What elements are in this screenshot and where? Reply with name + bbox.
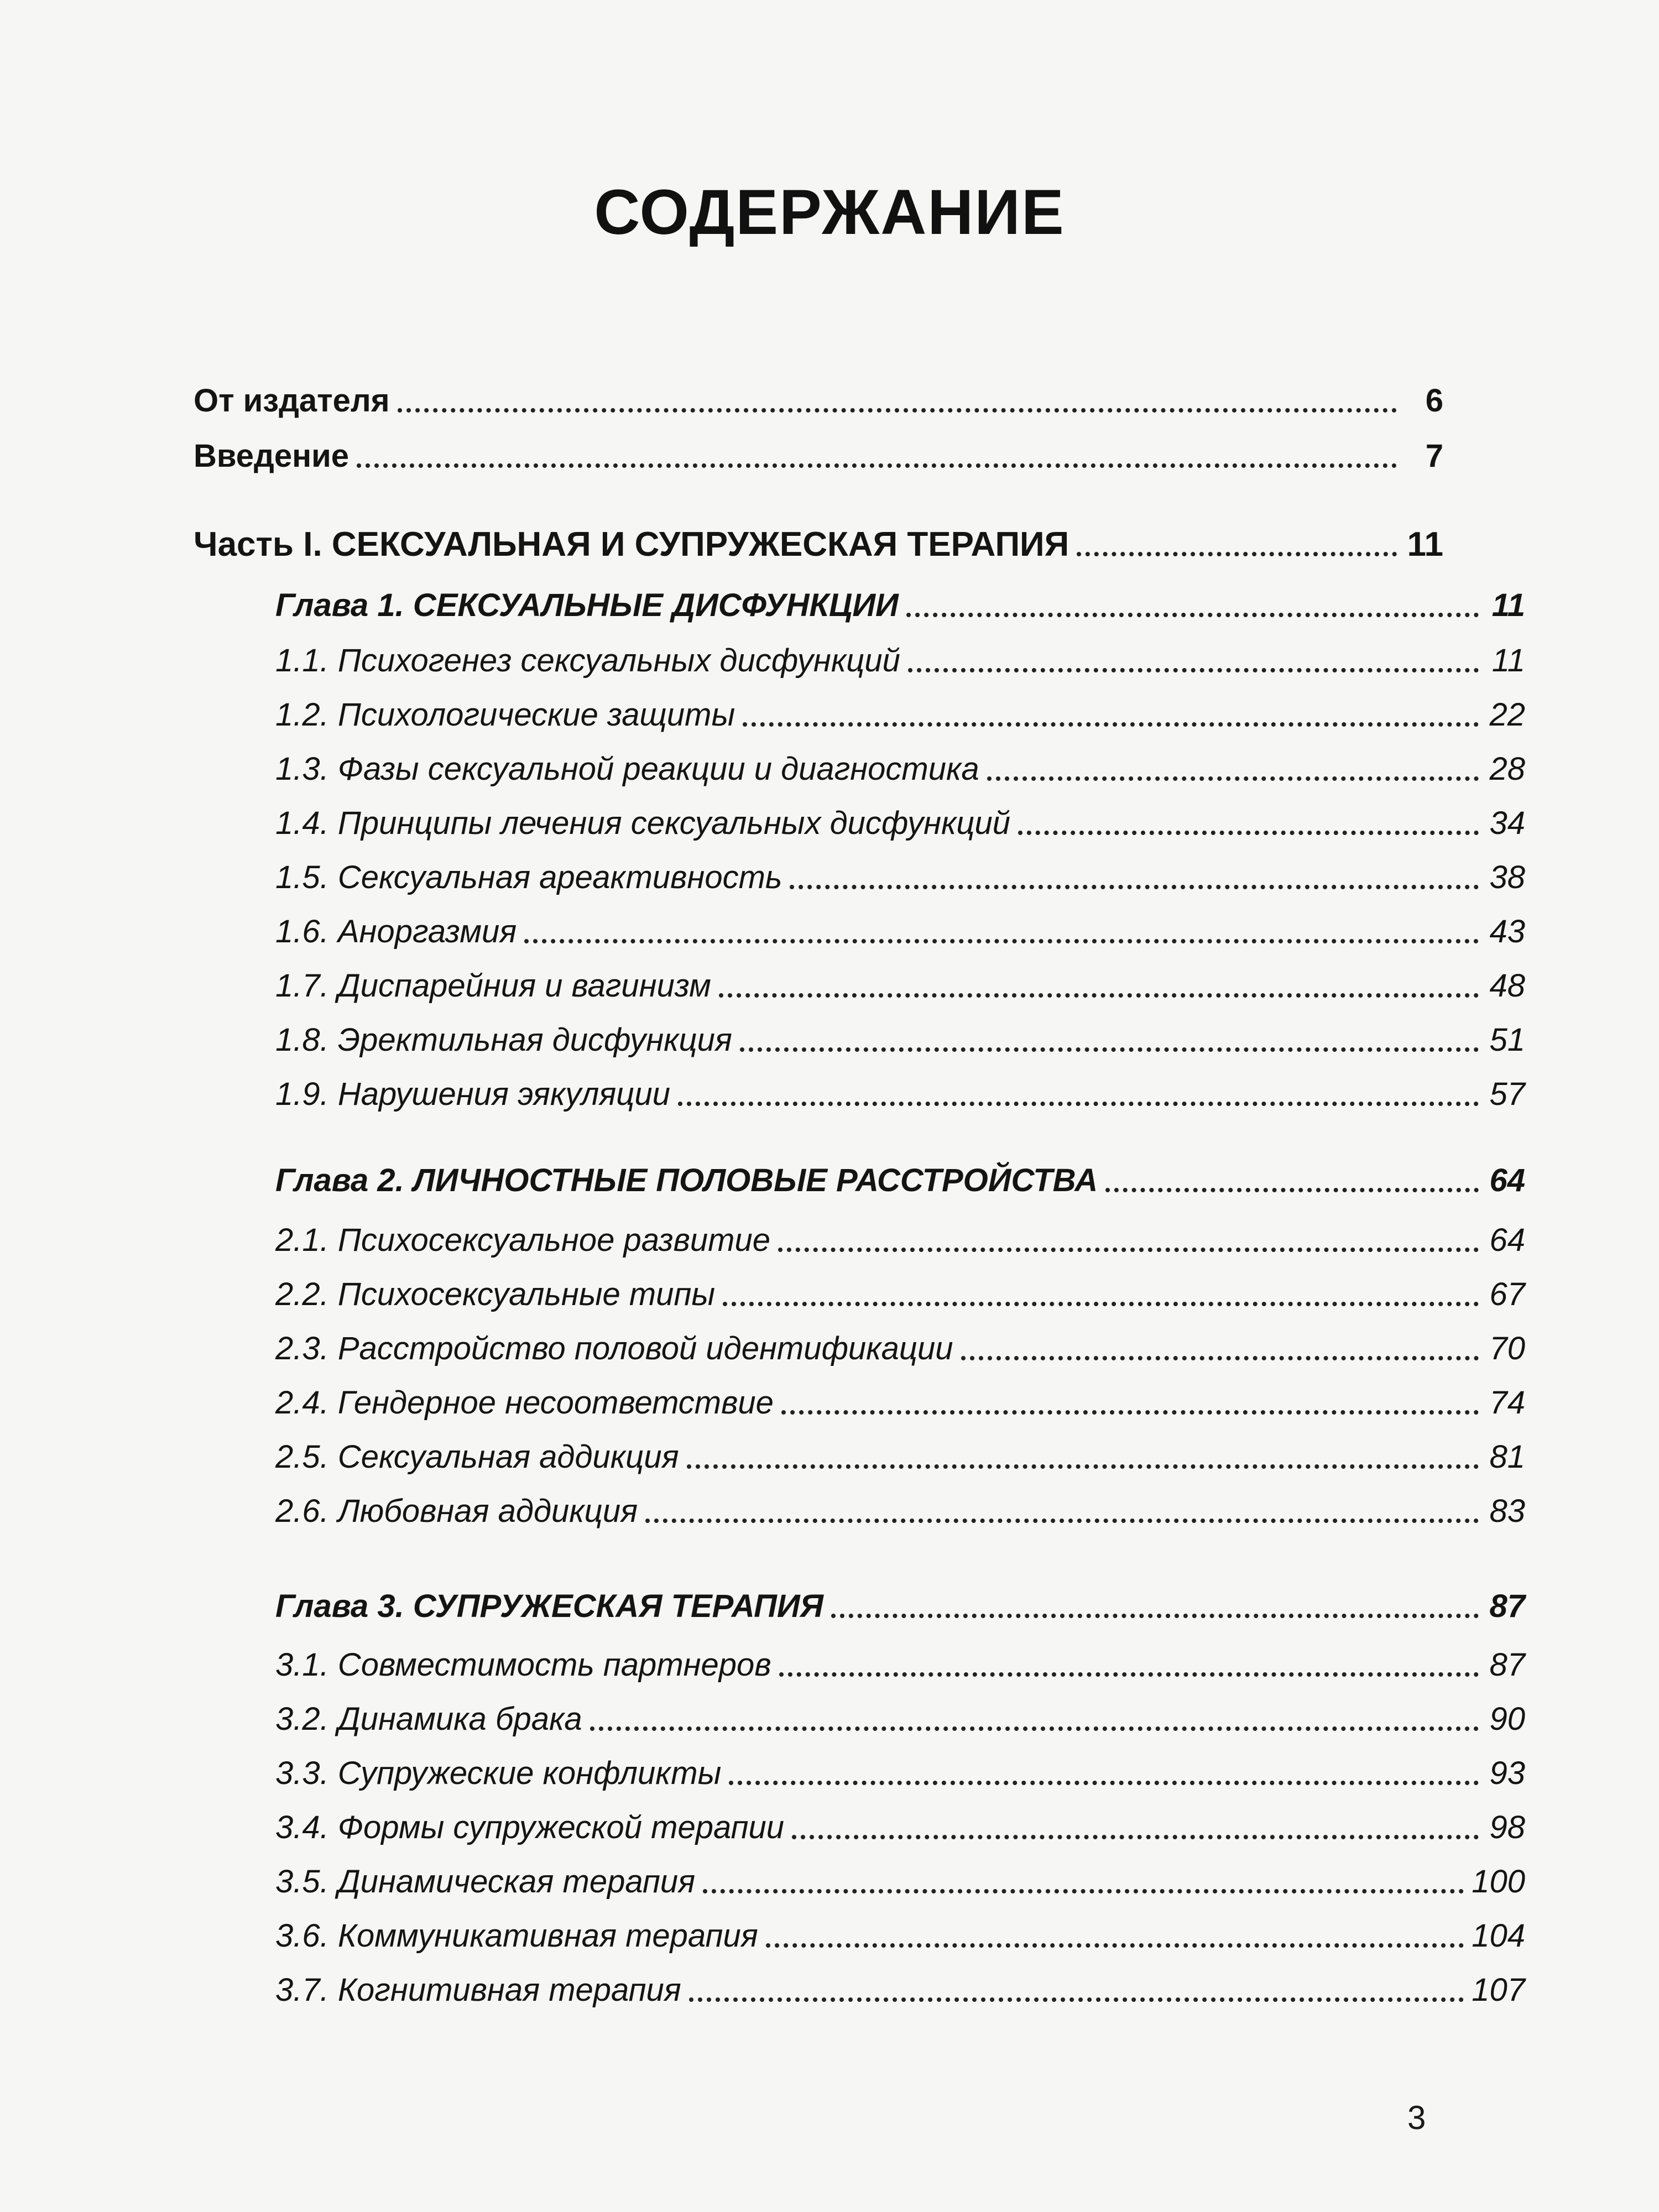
toc-entry-page: 67 — [1489, 1276, 1525, 1312]
toc-entry-label: 3.7. Когнитивная терапия — [275, 1972, 681, 2008]
leader-dots — [719, 993, 1479, 998]
toc-entry-page: 11 — [1407, 525, 1443, 564]
toc-section — [194, 1221, 1525, 1260]
toc-chapter — [194, 586, 1525, 625]
toc-entry-page: 51 — [1489, 1022, 1525, 1058]
toc-entry — [194, 382, 1443, 420]
toc-section — [194, 967, 1525, 1005]
toc-entry-page: 98 — [1489, 1809, 1525, 1845]
leader-dots — [678, 1102, 1479, 1106]
toc-entry-label: 1.5. Сексуальная ареактивность — [275, 859, 782, 895]
toc-entry-label: Глава 1. СЕКСУАЛЬНЫЕ ДИСФУНКЦИИ — [275, 587, 899, 623]
leader-dots — [781, 1410, 1479, 1415]
toc-entry-label: 3.6. Коммуникативная терапия — [275, 1918, 758, 1954]
leader-dots — [906, 613, 1479, 617]
leader-dots — [689, 1997, 1464, 2002]
toc-entry-page: 64 — [1489, 1222, 1525, 1258]
toc-entry-page: 38 — [1489, 859, 1525, 895]
leader-dots — [645, 1519, 1479, 1523]
toc-chapter — [194, 1161, 1525, 1200]
toc-entry-label: 1.1. Психогенез сексуальных дисфункций — [275, 643, 900, 679]
toc-entry-label: 3.3. Супружеские конфликты — [275, 1755, 722, 1791]
page-number: 3 — [1407, 2099, 1426, 2136]
toc-section — [194, 804, 1525, 843]
toc-section — [194, 1438, 1525, 1477]
page-title: СОДЕРЖАНИЕ — [594, 177, 1065, 248]
toc-entry-label: 1.2. Психологические защиты — [275, 697, 735, 733]
toc-entry-page: 34 — [1489, 805, 1525, 841]
toc-section — [194, 1646, 1525, 1684]
toc-section — [194, 1700, 1525, 1739]
toc-entry-page: 48 — [1489, 968, 1525, 1004]
leader-dots — [590, 1726, 1479, 1731]
toc-section — [194, 696, 1525, 734]
toc-entry-label: Введение — [194, 438, 349, 474]
toc-entry-label: Глава 2. ЛИЧНОСТНЫЕ ПОЛОВЫЕ РАССТРОЙСТВА — [275, 1162, 1098, 1198]
toc-entry-page: 100 — [1472, 1864, 1525, 1900]
toc-entry — [194, 437, 1443, 476]
toc-entry-label: 2.5. Сексуальная аддикция — [275, 1439, 679, 1475]
leader-dots — [961, 1356, 1479, 1360]
toc-entry-page: 43 — [1489, 914, 1525, 950]
toc-section — [194, 1492, 1525, 1531]
toc-section — [194, 1917, 1525, 1955]
toc-entry-label: 2.2. Психосексуальные типы — [275, 1276, 716, 1312]
toc-entry-label: Глава 3. СУПРУЖЕСКАЯ ТЕРАПИЯ — [275, 1588, 823, 1624]
leader-dots — [779, 1672, 1479, 1677]
leader-dots — [398, 408, 1397, 413]
leader-dots — [743, 722, 1479, 727]
toc-entry-label: 3.1. Совместимость партнеров — [275, 1647, 771, 1683]
leader-dots — [987, 776, 1479, 781]
toc-section — [194, 1863, 1525, 1901]
toc-entry-page: 107 — [1472, 1972, 1525, 2008]
toc-entry-label: 3.4. Формы супружеской терапии — [275, 1809, 785, 1845]
toc-entry-page: 90 — [1489, 1701, 1525, 1737]
toc-entry-label: От издателя — [194, 383, 390, 419]
leader-dots — [740, 1047, 1479, 1052]
toc-entry-label: 1.6. Аноргазмия — [275, 914, 517, 950]
toc-chapter — [194, 1587, 1525, 1626]
leader-dots — [524, 939, 1479, 943]
toc-section — [194, 1971, 1525, 2010]
toc-section — [194, 1808, 1525, 1847]
leader-dots — [729, 1781, 1479, 1785]
toc-entry-page: 83 — [1489, 1493, 1525, 1529]
toc-entry-label: 2.4. Гендерное несоответствие — [275, 1385, 774, 1421]
toc-section — [194, 1329, 1525, 1368]
leader-dots — [831, 1614, 1479, 1618]
toc-entry-page: 28 — [1489, 751, 1525, 787]
toc-entry-page: 93 — [1489, 1755, 1525, 1791]
toc-entry-page: 11 — [1491, 587, 1525, 623]
toc-section — [194, 1075, 1525, 1114]
toc-entry-label: 1.8. Эректильная дисфункция — [275, 1022, 732, 1058]
leader-dots — [908, 668, 1479, 672]
toc-entry-label: 2.1. Психосексуальное развитие — [275, 1222, 771, 1258]
toc-section — [194, 1275, 1525, 1314]
leader-dots — [1077, 552, 1397, 556]
toc-entry-page: 6 — [1425, 383, 1443, 419]
toc-section — [194, 750, 1525, 789]
toc-entry-label: 1.9. Нарушения эякуляции — [275, 1076, 670, 1112]
toc-entry-page: 64 — [1489, 1162, 1525, 1198]
toc-section — [194, 1754, 1525, 1793]
toc-entry-page: 87 — [1489, 1647, 1525, 1683]
toc-section — [194, 912, 1525, 951]
show-through — [221, 77, 229, 112]
leader-dots — [792, 1835, 1479, 1839]
toc-section — [194, 1021, 1525, 1060]
toc-entry-label: 1.3. Фазы сексуальной реакции и диагностика — [275, 751, 979, 787]
toc-entry-page: 70 — [1489, 1331, 1525, 1366]
leader-dots — [790, 885, 1479, 889]
toc-entry-page: 81 — [1489, 1439, 1525, 1475]
toc-entry-page: 104 — [1472, 1918, 1525, 1954]
toc-entry-label: 1.7. Диспарейния и вагинизм — [275, 968, 711, 1004]
leader-dots — [687, 1464, 1479, 1469]
toc-entry-page: 87 — [1489, 1588, 1525, 1624]
toc-section — [194, 1384, 1525, 1422]
toc-entry-label: 2.6. Любовная аддикция — [275, 1493, 638, 1529]
toc-part — [194, 525, 1443, 564]
leader-dots — [1018, 831, 1479, 835]
leader-dots — [766, 1943, 1464, 1948]
toc-entry-label: 1.4. Принципы лечения сексуальных дисфункций — [275, 805, 1011, 841]
leader-dots — [703, 1889, 1464, 1893]
toc-entry-label: 3.2. Динамика брака — [275, 1701, 582, 1737]
toc-entry-page: 22 — [1489, 697, 1525, 733]
leader-dots — [357, 463, 1397, 468]
toc-entry-label: 3.5. Динамическая терапия — [275, 1864, 696, 1900]
toc-section — [194, 858, 1525, 897]
leader-dots — [778, 1248, 1479, 1252]
toc-entry-label: Часть I. СЕКСУАЛЬНАЯ И СУПРУЖЕСКАЯ ТЕРАПИЯ — [194, 525, 1070, 564]
toc-entry-page: 74 — [1489, 1385, 1525, 1421]
toc-entry-page: 11 — [1491, 643, 1525, 679]
toc-section — [194, 641, 1525, 680]
leader-dots — [1105, 1188, 1479, 1192]
toc-entry-page: 57 — [1489, 1076, 1525, 1112]
leader-dots — [723, 1302, 1479, 1306]
toc-entry-label: 2.3. Расстройство половой идентификации — [275, 1331, 953, 1366]
toc-entry-page: 7 — [1425, 438, 1443, 474]
